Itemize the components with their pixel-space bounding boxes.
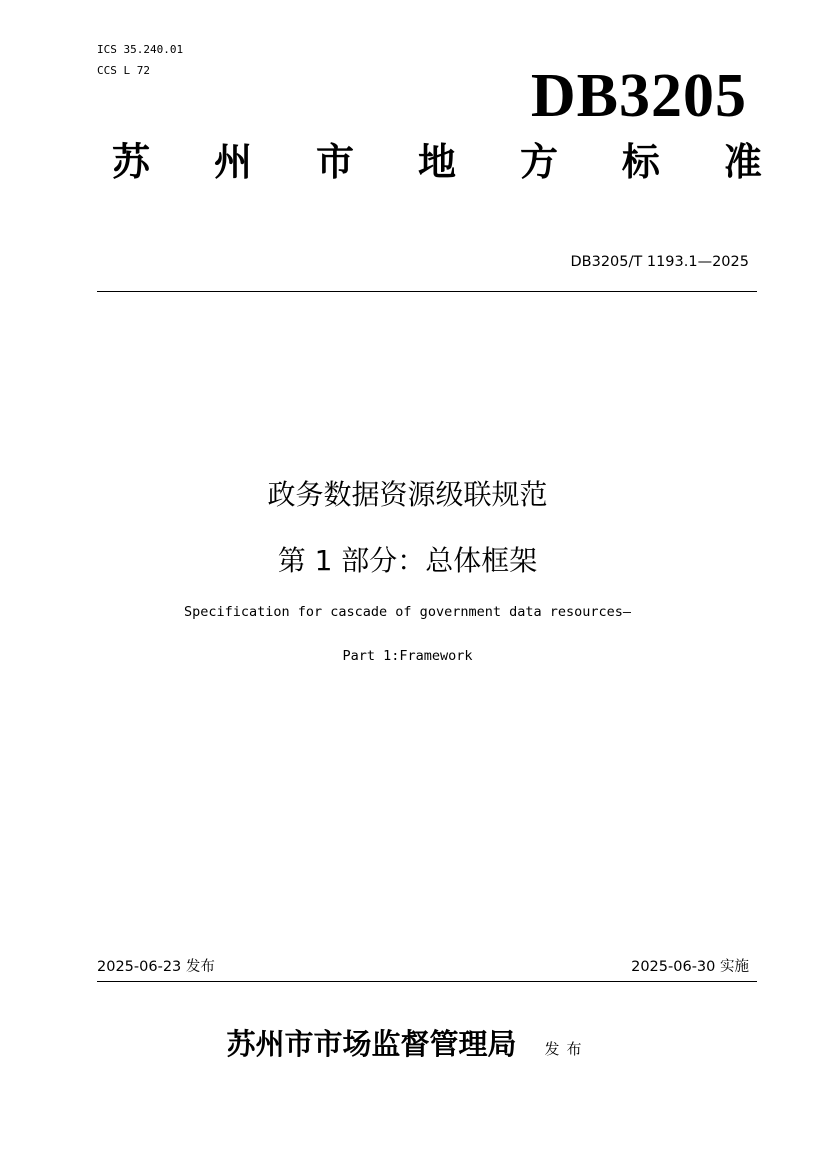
standard-code-logo: DB3205 bbox=[530, 62, 747, 130]
standard-type-char: 市 bbox=[315, 139, 354, 184]
ics-code: ICS 35.240.01 bbox=[97, 43, 184, 56]
standard-type-char: 标 bbox=[621, 139, 660, 184]
ccs-code: CCS L 72 bbox=[97, 64, 150, 77]
issuer bbox=[0, 1024, 815, 1064]
standard-type-char: 方 bbox=[519, 139, 558, 184]
implementation-date: 2025-06-30 实施 bbox=[631, 959, 749, 975]
title-chinese: 政务数据资源级联规范 bbox=[267, 478, 548, 511]
issuer-action: 发布 bbox=[544, 1040, 589, 1058]
top-divider bbox=[97, 291, 757, 292]
issue-date: 2025-06-23 发布 bbox=[97, 959, 215, 975]
standard-type-char: 准 bbox=[723, 139, 762, 184]
standard-type bbox=[112, 138, 762, 186]
title-english-line1: Specification for cascade of government data resources— bbox=[183, 604, 632, 620]
subtitle-chinese: 第 1 部分：总体框架 bbox=[277, 544, 538, 577]
title-english-line2: Part 1:Framework bbox=[342, 648, 473, 664]
bottom-divider bbox=[97, 981, 757, 982]
standard-number: DB3205/T 1193.1—2025 bbox=[570, 254, 749, 270]
standard-type-char: 地 bbox=[417, 139, 456, 184]
standard-type-char: 州 bbox=[213, 139, 252, 184]
standard-type-char: 苏 bbox=[112, 139, 151, 184]
issuer-name: 苏州市市场监督管理局 bbox=[226, 1027, 517, 1061]
